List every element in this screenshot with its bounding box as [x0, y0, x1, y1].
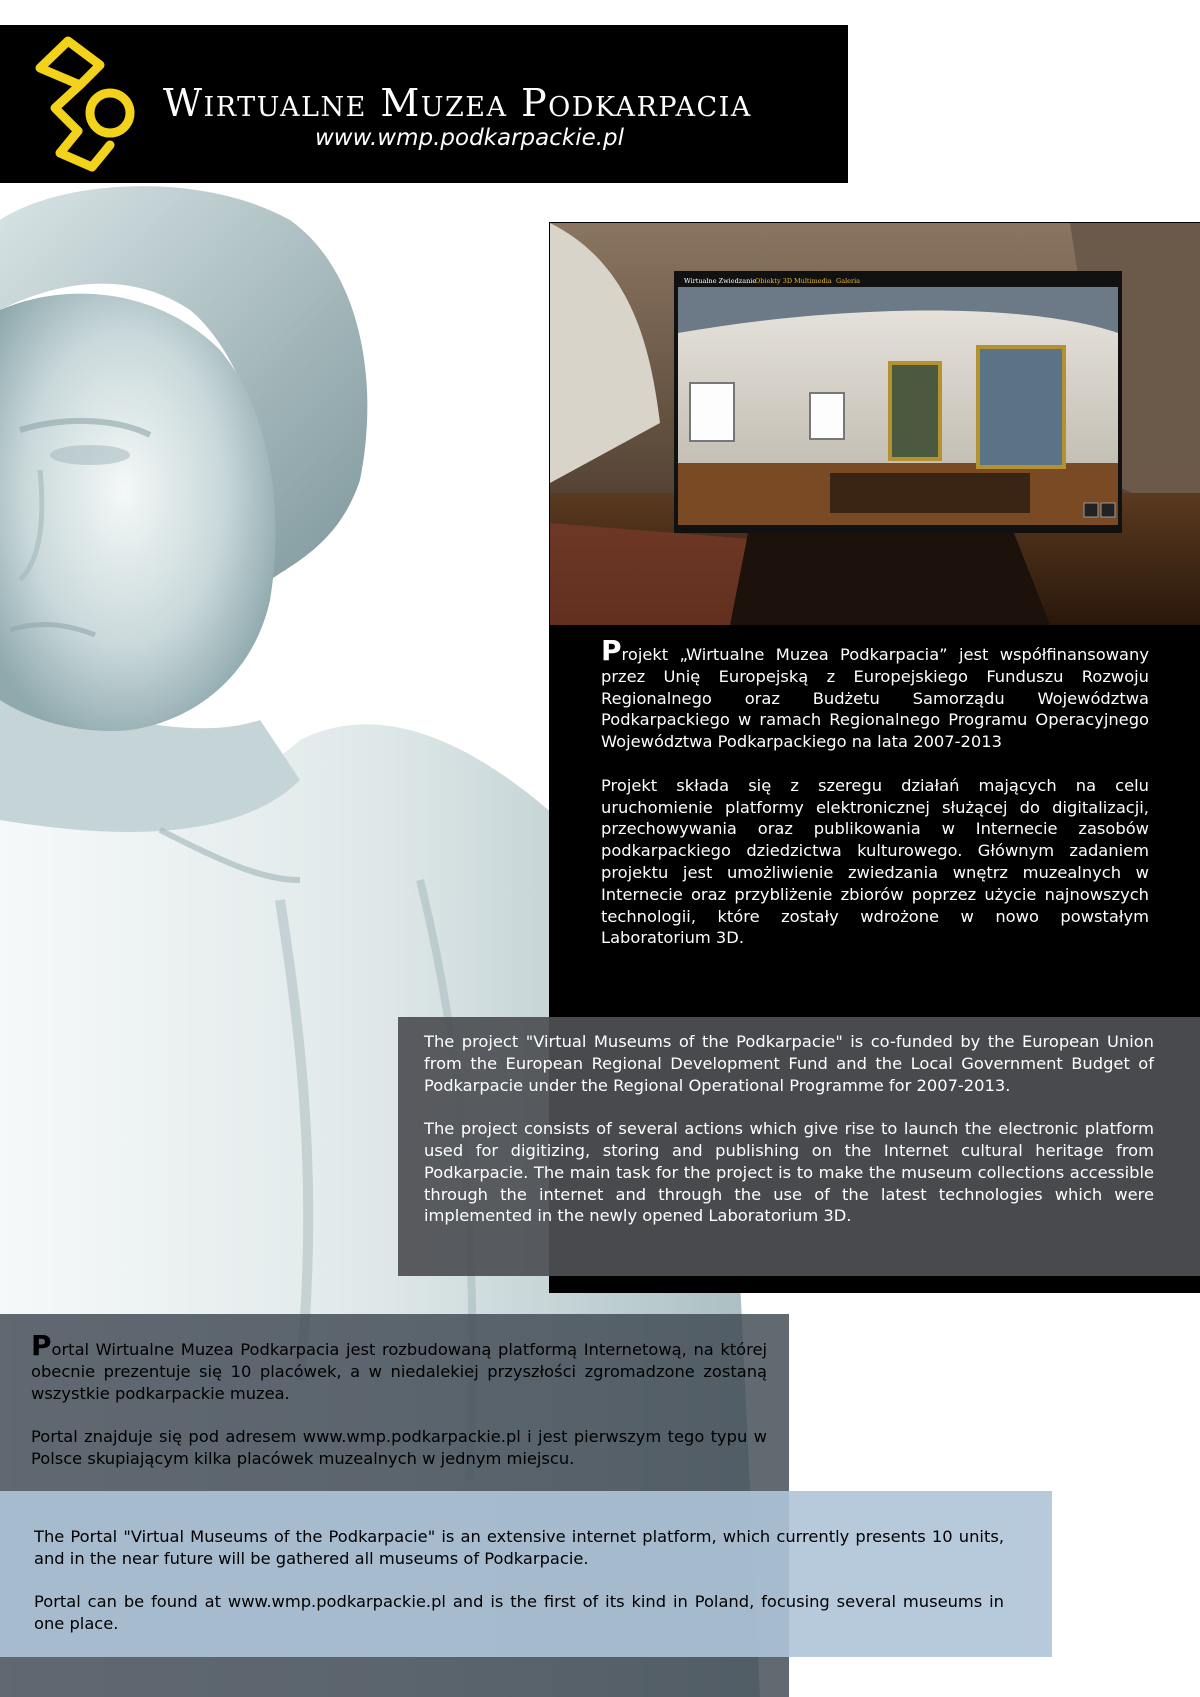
site-url: www.wmp.podkarpackie.pl — [315, 125, 625, 151]
screenshot-nav-item: Galeria — [836, 277, 861, 285]
english-project-text — [424, 1031, 1154, 1249]
polish-paragraph-1: rojekt „Wirtualne Muzea Podkarpacia” jest współfinansowany przez Unię Europejską z Europejskiego Funduszu Rozwoju Regionalnego oraz Budżetu Samorządu Województwa Podkarpackiego w ramach Regionalnego Programu Operacyjnego Województwa Podkarpackiego na lata 2007-2013 — [601, 645, 1149, 752]
dropcap: P — [601, 634, 622, 667]
site-title: Wirtualne Muzea Podkarpacia — [163, 81, 752, 125]
header-banner — [0, 25, 848, 183]
polish-project-text — [601, 634, 1149, 971]
screenshot-nav-item: Multimedia — [794, 277, 832, 285]
screenshot-nav-item: Obiekty 3D — [755, 277, 793, 285]
polish-paragraph-2: Projekt składa się z szeregu działań mających na celu uruchomienie platformy elektronicznej służącej do digitalizacji, przechowywania oraz publikowania w Internecie zasobów podkarpackiego dziedzictwa kulturowego. Głównym zadaniem projektu jest umożliwienie zwiedzania wnętrz muzealnych w Internecie oraz przybliżenie zbiorów poprzez użycie najnowszych technologii, które zostały wdrożone w nowo powstałym Laboratorium 3D. — [601, 775, 1149, 948]
english-paragraph-1: The project "Virtual Museums of the Podkarpacie" is co-funded by the European Union from the European Regional Development Fund and the Local Government Budget of Podkarpacie under the Regional Operational Programme for 2007-2013. — [424, 1032, 1154, 1095]
wmp-logo-icon — [30, 33, 145, 173]
museum-interior-photo — [550, 223, 1200, 625]
portal-english-text — [34, 1526, 1004, 1657]
portal-polish-text — [31, 1329, 767, 1492]
dropcap: P — [31, 1329, 52, 1362]
portal-english-paragraph-1: The Portal "Virtual Museums of the Podkarpacie" is an extensive internet platform, which currently presents 10 units, and in the near future will be gathered all museums of Podkarpacie. — [34, 1527, 1004, 1568]
english-paragraph-2: The project consists of several actions which give rise to launch the electronic platform used for digitizing, storing and publishing on the Internet cultural heritage from Podkarpacie. The main task for the project is to make the museum collections accessible through the internet and through the use of the latest technologies which were implemented in the newly opened Laboratorium 3D. — [424, 1119, 1154, 1226]
portal-english-paragraph-2: Portal can be found at www.wmp.podkarpackie.pl and is the first of its kind in Poland, focusing several museums in one place. — [34, 1592, 1004, 1634]
screenshot-nav-item: Wirtualne Zwiedzanie — [684, 277, 757, 285]
portal-polish-paragraph-1: ortal Wirtualne Muzea Podkarpacia jest rozbudowaną platformą Internetową, na której obecnie prezentuje się 10 placówek, a w niedalekiej przyszłości zgromadzone zostaną wszystkie podkarpackie muzea. — [31, 1340, 767, 1403]
portal-polish-paragraph-2: Portal znajduje się pod adresem www.wmp.podkarpackie.pl i jest pierwszym tego typu w Polsce skupiającym kilka placówek muzealnych w jednym miejscu. — [31, 1427, 767, 1468]
